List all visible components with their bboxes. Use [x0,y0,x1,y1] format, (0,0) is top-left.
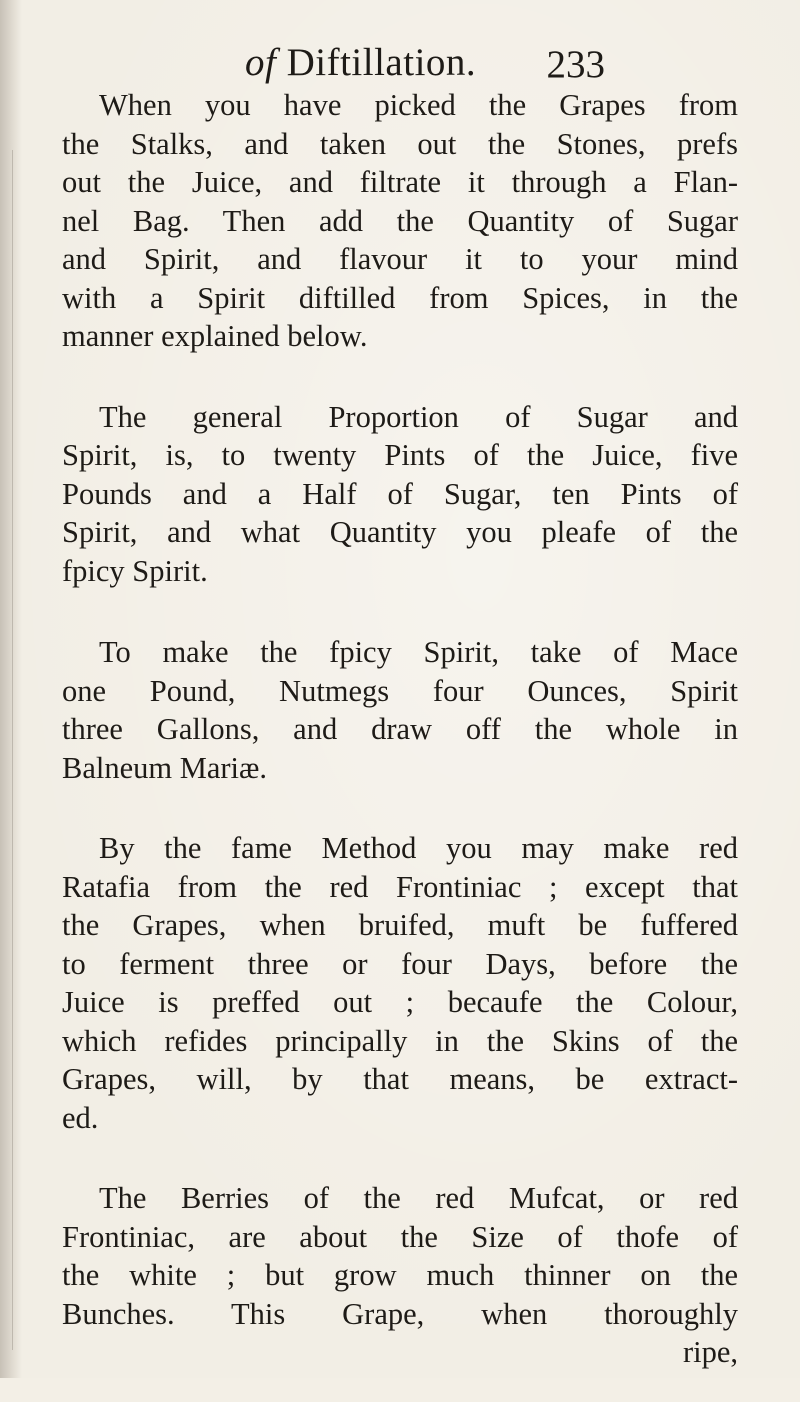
paragraph-muscat-berries [62,1179,738,1372]
text-line: Pounds and a Half of Sugar, ten Pints of [62,476,738,511]
text-line: Frontiniac, are about the Size of thofe of [62,1219,738,1254]
text-line: one Pound, Nutmegs four Ounces, Spirit [62,673,738,708]
running-head [245,40,476,85]
catchword: ripe, [682,1335,738,1369]
text-line: Ratafia from the red Frontiniac ; except that [62,869,738,904]
text-line: Juice is preffed out ; becaufe the Colour, [62,985,738,1019]
text-line: nel Bag. Then add the Quantity of Sugar [62,203,738,238]
page-gutter-line [12,150,13,1350]
text-line: When you have picked the Grapes from [99,88,738,122]
text-line: The Berries of the red Mufcat, or red [99,1181,738,1215]
text-line: Spirit, is, to twenty Pints of the Juice, five [62,438,738,472]
text-line: To make the fpicy Spirit, take of Mace [99,635,738,669]
text-line: to ferment three or four Days, before the [62,946,738,981]
paragraph-spicy-spirit [62,633,738,787]
text-line: Grapes, will, by that means, be extract- [62,1062,738,1096]
text-line: Spirit, and what Quantity you pleafe of the [62,515,738,549]
text-line: three Gallons, and draw off the whole in [62,712,738,746]
text-line: The general Proportion of Sugar and [99,399,738,434]
text-line: Balneum Mariæ. [62,750,267,785]
paragraph-red-ratafia [62,829,738,1137]
text-line: the white ; but grow much thinner on the [62,1258,738,1292]
text-line: manner explained below. [62,319,368,353]
text-line: Bunches. This Grape, when thoroughly [62,1296,738,1331]
page-gutter-shadow [0,0,22,1378]
text-line: the Grapes, when bruifed, muft be fuffered [62,908,738,942]
text-line: with a Spirit diftilled from Spices, in the [62,280,738,315]
text-line: fpicy Spirit. [62,553,208,588]
text-line: ed. [62,1100,99,1135]
page-number: 233 [546,43,605,86]
running-head-of: of [245,41,277,84]
paragraph-proportion [62,398,738,591]
text-line: By the fame Method you may make red [99,831,738,865]
text-line: which refides principally in the Skins of the [62,1023,738,1058]
running-head-title: Diftillation. [286,41,477,84]
text-line: out the Juice, and filtrate it through a Flan- [62,165,738,199]
text-line: and Spirit, and flavour it to your mind [62,242,738,276]
paragraph-grape-juice [62,86,738,356]
page-body [62,86,738,1402]
text-line: the Stalks, and taken out the Stones, prefs [62,126,738,161]
